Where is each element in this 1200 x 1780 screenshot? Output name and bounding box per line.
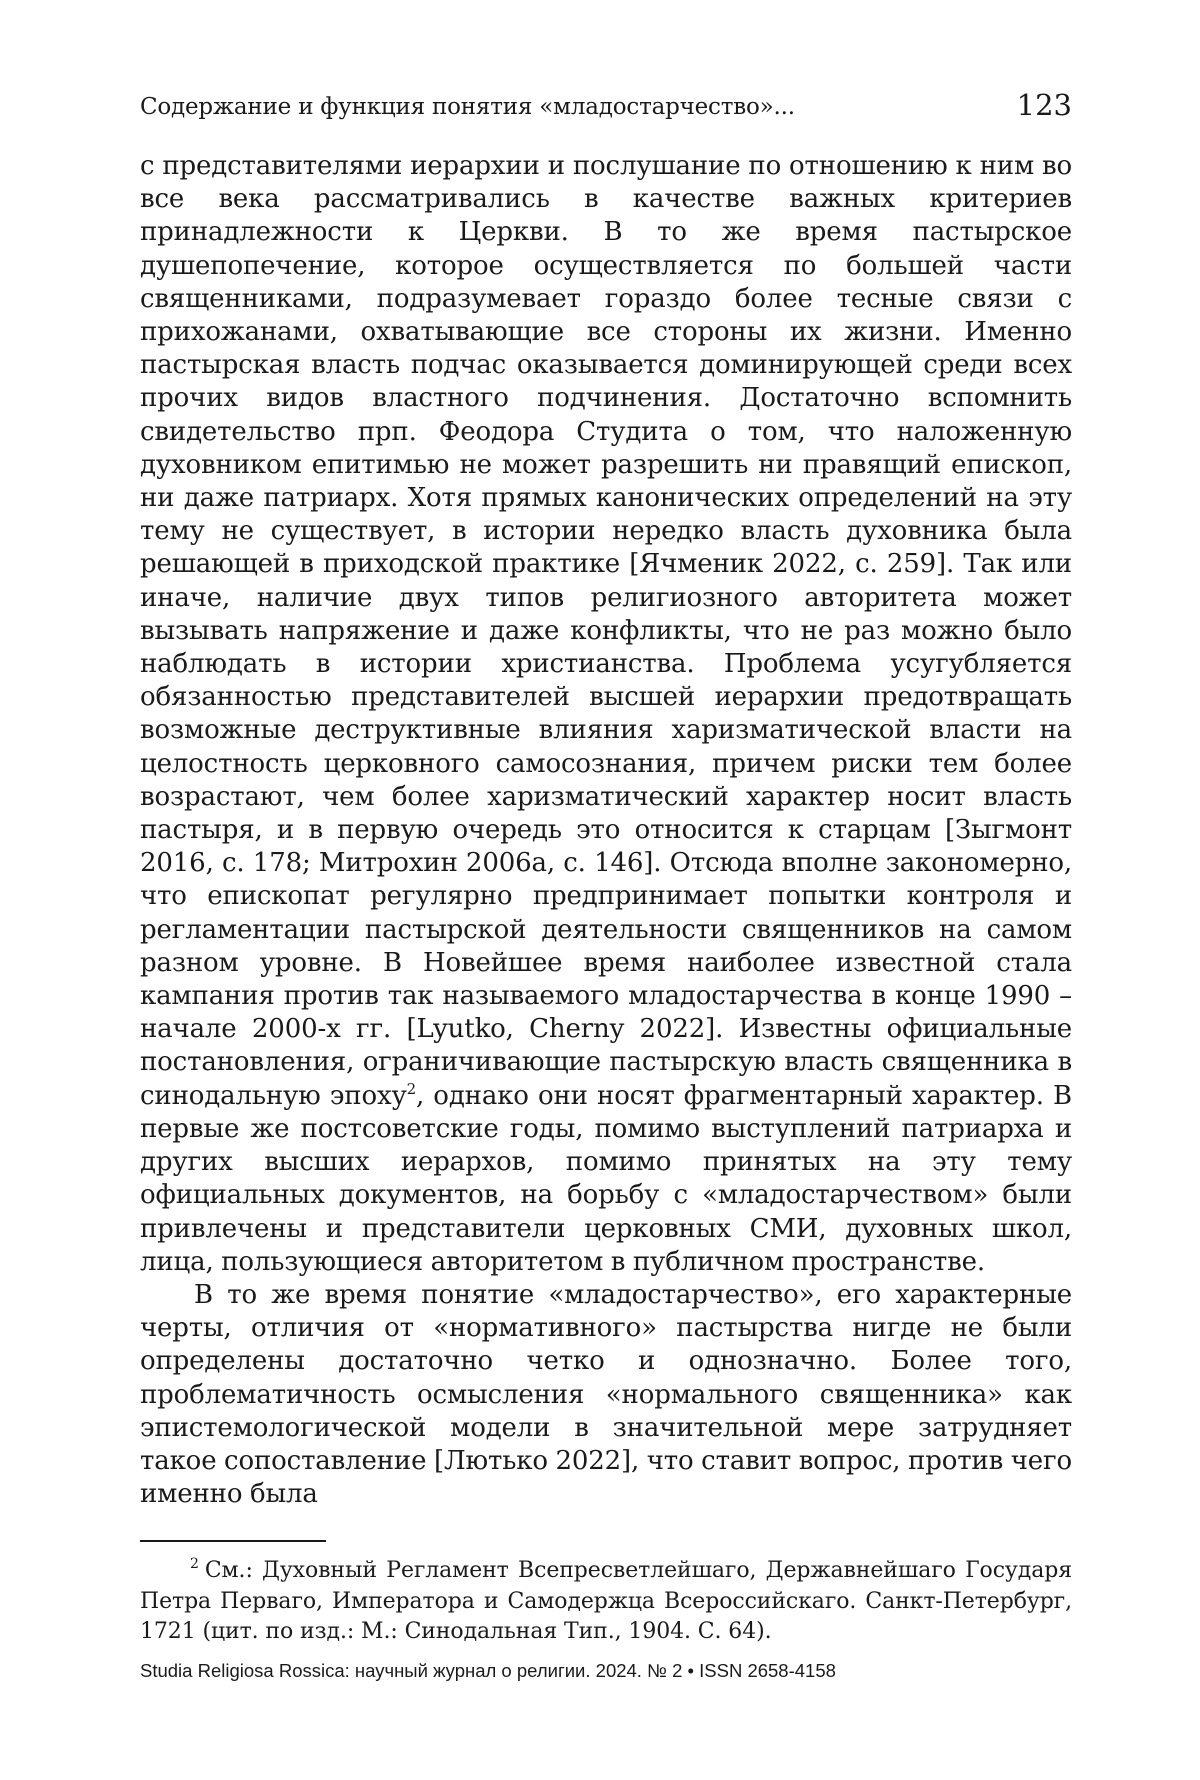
article-body: [140, 150, 1072, 1511]
running-head: [140, 88, 1072, 128]
footnote-ref: 2: [406, 1079, 417, 1098]
footnote-divider: [140, 1540, 326, 1542]
page-number: 123: [1016, 88, 1072, 122]
paragraph-1-text: с представителями иерархии и послушание по отношению к ним во все века рассматривались в качестве важных критериев принадлежности к Церкви. В то же время пастырское душепопечение, которое осуществляется по большей части священниками, подразумевает гораздо более тесные связи с прихожанами, охватывающие все стороны их жизни. Именно пастырская власть подчас оказывается доминирующей среди всех прочих видов властного подчинения. Достаточно вспомнить свидетельство прп. Феодора Студита о том, что наложенную духовником епитимью не может разрешить ни правящий епископ, ни даже патриарх. Хотя прямых канонических определений на эту тему не существует, в истории нередко власть духовника была решающей в приходской практике [Ячменик 2022, с. 259]. Так или иначе, наличие двух типов религиозного авторитета может вызывать напряжение и даже конфликты, что не раз можно было наблюдать в истории христианства. Проблема усугубляется обязанностью представителей высшей иерархии предотвращать возможные деструктивные влияния харизматической власти на целостность церковного самосознания, причем риски тем более возрастают, чем более харизматический характер носит власть пастыря, и в первую очередь это относится к старцам [Зыгмонт 2016, с. 178; Митрохин 2006а, с. 146]. Отсюда вполне закономерно, что епископат регулярно предпринимает попытки контроля и регламентации пастырской деятельности священников на самом разном уровне. В Новейшее время наиболее известной стала кампания против так называемого младостарчества в конце 1990 – начале 2000-х гг. [Lyutko, Cherny 2022]. Известны официальные постановления, ограничивающие пастырскую власть священника в синодальную эпоху: [140, 151, 1072, 1111]
running-title: Содержание и функция понятия «младостарчество»...: [140, 94, 795, 120]
paragraph-1-end: , однако они носят фрагментарный характер. В первые же постсоветские годы, помимо выступлений патриарха и других высших иерархов, помимо принятых на эту тему официальных документов, на борьбу с «младостарчеством» были привлечены и представители церковных СМИ, духовных школ, лица, пользующиеся авторитетом в публичном пространстве.: [140, 1080, 1072, 1277]
journal-footer: Studia Religiosa Rossica: научный журнал о религии. 2024. № 2 • ISSN 2658-4158: [140, 1660, 836, 1681]
footnote-text: См.: Духовный Регламент Всепресветлейшаго, Державнейшаго Государя Петра Перваго, Императора и Самодержца Всероссийскаго. Санкт-Петербург, 1721 (цит. по изд.: М.: Синодальная Тип., 1904. С. 64).: [140, 1558, 1072, 1644]
paragraph-2: В то же время понятие «младостарчество», его характерные черты, отличия от «нормативного» пастырства нигде не были определены достаточно четко и однозначно. Более того, проблематичность осмысления «нормального священника» как эпистемологической модели в значительной мере затрудняет такое сопоставление [Лютько 2022], что ставит вопрос, против чего именно была: [140, 1279, 1072, 1510]
footnote: [140, 1556, 1072, 1648]
paragraph-1: [140, 150, 1072, 1279]
footnote-number: 2: [190, 1556, 199, 1572]
journal-page: [140, 0, 1072, 1780]
